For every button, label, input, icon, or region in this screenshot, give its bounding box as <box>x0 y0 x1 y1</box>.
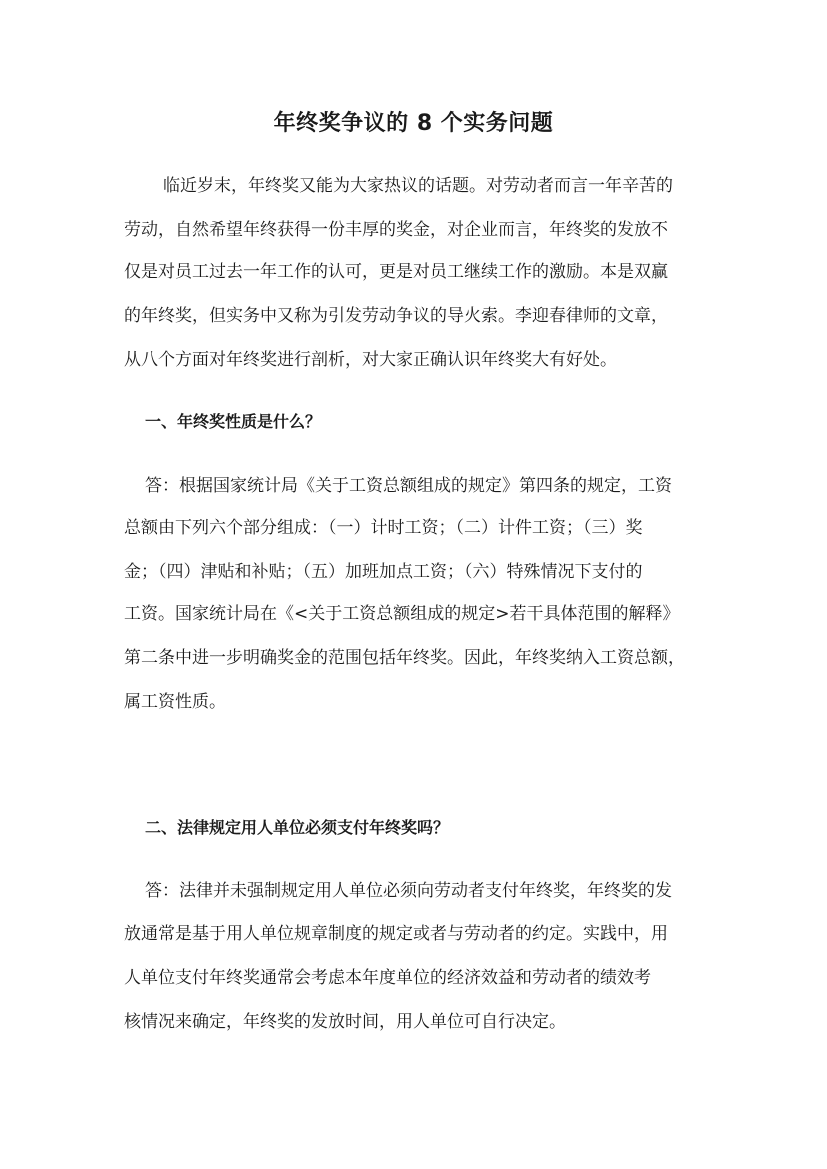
section-line: 放通常是基于用人单位规章制度的规定或者与劳动者的约定。实践中，用 <box>124 924 668 944</box>
intro-line: 仅是对员工过去一年工作的认可，更是对员工继续工作的激励。本是双赢 <box>124 262 668 282</box>
document-title: 年终奖争议的 8 个实务问题 <box>273 111 554 136</box>
section-heading: 一、年终奖性质是什么？ <box>145 412 322 431</box>
section-line: 答：根据国家统计局《关于工资总额组成的规定》第四条的规定，工资 <box>145 476 672 496</box>
section-line: 工资。国家统计局在《<关于工资总额组成的规定>若干具体范围的解释》 <box>124 604 680 624</box>
section-line: 总额由下列六个部分组成：（一）计时工资；（二）计件工资；（三）奖 <box>124 518 643 538</box>
section-line: 人单位支付年终奖通常会考虑本年度单位的经济效益和劳动者的绩效考 <box>124 968 651 988</box>
intro-line: 的年终奖，但实务中又称为引发劳动争议的导火索。李迎春律师的文章， <box>124 306 668 326</box>
section-line: 第二条中进一步明确奖金的范围包括年终奖。因此，年终奖纳入工资总额， <box>124 648 685 668</box>
intro-line: 劳动，自然希望年终获得一份丰厚的奖金，对企业而言，年终奖的发放不 <box>124 220 668 240</box>
section-line: 属工资性质。 <box>124 692 226 712</box>
section-line: 答：法律并未强制规定用人单位必须向劳动者支付年终奖，年终奖的发 <box>145 881 672 901</box>
section-line: 金；（四）津贴和补贴；（五）加班加点工资；（六）特殊情况下支付的 <box>124 562 643 582</box>
section-line: 核情况来确定，年终奖的发放时间，用人单位可自行决定。 <box>124 1012 566 1032</box>
intro-line: 临近岁末，年终奖又能为大家热议的话题。对劳动者而言一年辛苦的 <box>163 176 673 196</box>
intro-line: 从八个方面对年终奖进行剖析，对大家正确认识年终奖大有好处。 <box>124 350 617 370</box>
section-heading: 二、法律规定用人单位必须支付年终奖吗？ <box>145 818 450 837</box>
